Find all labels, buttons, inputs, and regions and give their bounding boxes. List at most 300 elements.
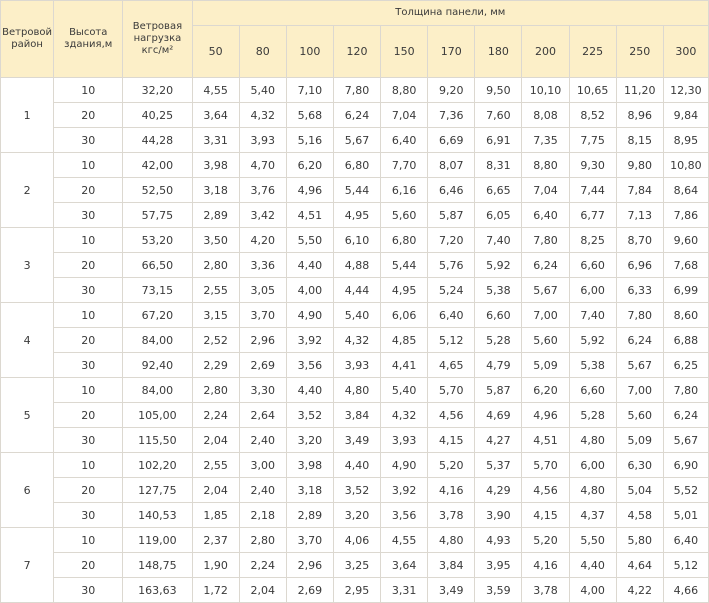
value-cell: 4,00	[569, 578, 616, 603]
load-cell: 53,20	[123, 228, 192, 253]
value-cell: 9,30	[569, 153, 616, 178]
value-cell: 6,05	[475, 203, 522, 228]
value-cell: 7,36	[428, 103, 475, 128]
value-cell: 3,31	[381, 578, 428, 603]
thickness-header-cell: 200	[522, 26, 569, 78]
value-cell: 1,90	[192, 553, 239, 578]
table-row	[1, 578, 709, 603]
value-cell: 4,95	[333, 203, 380, 228]
value-cell: 8,70	[616, 228, 663, 253]
table-row	[1, 128, 709, 153]
value-cell: 8,80	[522, 153, 569, 178]
value-cell: 5,70	[522, 453, 569, 478]
value-cell: 2,52	[192, 328, 239, 353]
load-cell: 84,00	[123, 378, 192, 403]
value-cell: 3,95	[475, 553, 522, 578]
value-cell: 4,00	[286, 278, 333, 303]
value-cell: 6,40	[522, 203, 569, 228]
value-cell: 2,24	[239, 553, 286, 578]
value-cell: 8,08	[522, 103, 569, 128]
value-cell: 6,40	[428, 303, 475, 328]
value-cell: 2,95	[333, 578, 380, 603]
value-cell: 5,12	[663, 553, 708, 578]
value-cell: 1,72	[192, 578, 239, 603]
value-cell: 7,40	[475, 228, 522, 253]
value-cell: 4,64	[616, 553, 663, 578]
value-cell: 2,24	[192, 403, 239, 428]
value-cell: 4,80	[569, 478, 616, 503]
value-cell: 5,40	[381, 378, 428, 403]
column-header-district: Ветровой район	[1, 1, 54, 78]
value-cell: 3,64	[192, 103, 239, 128]
value-cell: 4,32	[381, 403, 428, 428]
height-cell: 30	[54, 128, 123, 153]
value-cell: 4,93	[475, 528, 522, 553]
value-cell: 4,88	[333, 253, 380, 278]
table-row	[1, 353, 709, 378]
value-cell: 6,96	[616, 253, 663, 278]
value-cell: 12,30	[663, 78, 708, 103]
value-cell: 3,98	[286, 453, 333, 478]
value-cell: 2,04	[192, 478, 239, 503]
value-cell: 3,00	[239, 453, 286, 478]
value-cell: 5,70	[428, 378, 475, 403]
value-cell: 2,89	[192, 203, 239, 228]
value-cell: 4,22	[616, 578, 663, 603]
value-cell: 2,96	[239, 328, 286, 353]
table-header	[1, 1, 709, 78]
value-cell: 5,92	[475, 253, 522, 278]
value-cell: 10,65	[569, 78, 616, 103]
value-cell: 3,49	[333, 428, 380, 453]
value-cell: 6,77	[569, 203, 616, 228]
value-cell: 8,25	[569, 228, 616, 253]
load-cell: 119,00	[123, 528, 192, 553]
value-cell: 6,00	[569, 453, 616, 478]
value-cell: 4,55	[381, 528, 428, 553]
height-cell: 30	[54, 203, 123, 228]
value-cell: 6,60	[569, 253, 616, 278]
table-body	[1, 78, 709, 603]
value-cell: 6,60	[569, 378, 616, 403]
value-cell: 2,55	[192, 278, 239, 303]
thickness-header-cell: 80	[239, 26, 286, 78]
value-cell: 8,31	[475, 153, 522, 178]
value-cell: 7,10	[286, 78, 333, 103]
value-cell: 3,64	[381, 553, 428, 578]
value-cell: 4,96	[522, 403, 569, 428]
table-row	[1, 203, 709, 228]
value-cell: 8,52	[569, 103, 616, 128]
value-cell: 5,67	[663, 428, 708, 453]
value-cell: 5,24	[428, 278, 475, 303]
column-header-load: Ветровая нагрузка кгс/м²	[123, 1, 192, 78]
value-cell: 6,00	[569, 278, 616, 303]
value-cell: 4,58	[616, 503, 663, 528]
value-cell: 6,10	[333, 228, 380, 253]
value-cell: 11,20	[616, 78, 663, 103]
value-cell: 5,37	[475, 453, 522, 478]
value-cell: 4,56	[428, 403, 475, 428]
value-cell: 3,25	[333, 553, 380, 578]
value-cell: 3,36	[239, 253, 286, 278]
load-cell: 148,75	[123, 553, 192, 578]
value-cell: 6,33	[616, 278, 663, 303]
value-cell: 6,40	[663, 528, 708, 553]
table-row	[1, 303, 709, 328]
height-cell: 20	[54, 403, 123, 428]
value-cell: 3,59	[475, 578, 522, 603]
height-cell: 20	[54, 178, 123, 203]
value-cell: 3,20	[286, 428, 333, 453]
table-row	[1, 478, 709, 503]
value-cell: 5,16	[286, 128, 333, 153]
table-row	[1, 153, 709, 178]
value-cell: 4,66	[663, 578, 708, 603]
load-cell: 163,63	[123, 578, 192, 603]
value-cell: 3,20	[333, 503, 380, 528]
load-cell: 84,00	[123, 328, 192, 353]
value-cell: 5,60	[616, 403, 663, 428]
value-cell: 7,04	[522, 178, 569, 203]
value-cell: 7,84	[616, 178, 663, 203]
column-header-thickness: Толщина панели, мм	[192, 1, 708, 26]
value-cell: 7,75	[569, 128, 616, 153]
value-cell: 4,85	[381, 328, 428, 353]
value-cell: 4,06	[333, 528, 380, 553]
table-row	[1, 103, 709, 128]
value-cell: 5,50	[286, 228, 333, 253]
value-cell: 6,46	[428, 178, 475, 203]
value-cell: 3,31	[192, 128, 239, 153]
value-cell: 3,90	[475, 503, 522, 528]
value-cell: 3,05	[239, 278, 286, 303]
height-cell: 20	[54, 103, 123, 128]
height-cell: 20	[54, 253, 123, 278]
load-cell: 127,75	[123, 478, 192, 503]
value-cell: 4,40	[286, 378, 333, 403]
value-cell: 10,80	[663, 153, 708, 178]
value-cell: 8,64	[663, 178, 708, 203]
district-cell: 6	[1, 453, 54, 528]
value-cell: 6,16	[381, 178, 428, 203]
value-cell: 5,04	[616, 478, 663, 503]
value-cell: 5,20	[522, 528, 569, 553]
value-cell: 5,38	[475, 278, 522, 303]
value-cell: 4,16	[428, 478, 475, 503]
thickness-header-cell: 300	[663, 26, 708, 78]
value-cell: 4,37	[569, 503, 616, 528]
load-cell: 52,50	[123, 178, 192, 203]
value-cell: 4,55	[192, 78, 239, 103]
height-cell: 10	[54, 228, 123, 253]
height-cell: 20	[54, 553, 123, 578]
value-cell: 5,09	[616, 428, 663, 453]
value-cell: 4,16	[522, 553, 569, 578]
value-cell: 7,68	[663, 253, 708, 278]
value-cell: 2,40	[239, 428, 286, 453]
value-cell: 3,52	[333, 478, 380, 503]
value-cell: 3,56	[286, 353, 333, 378]
value-cell: 3,93	[239, 128, 286, 153]
load-cell: 102,20	[123, 453, 192, 478]
value-cell: 5,68	[286, 103, 333, 128]
value-cell: 6,90	[663, 453, 708, 478]
height-cell: 10	[54, 78, 123, 103]
value-cell: 7,80	[663, 378, 708, 403]
table-row	[1, 428, 709, 453]
value-cell: 2,89	[286, 503, 333, 528]
value-cell: 3,49	[428, 578, 475, 603]
value-cell: 5,44	[333, 178, 380, 203]
value-cell: 9,80	[616, 153, 663, 178]
value-cell: 4,41	[381, 353, 428, 378]
load-cell: 73,15	[123, 278, 192, 303]
value-cell: 4,79	[475, 353, 522, 378]
height-cell: 30	[54, 428, 123, 453]
value-cell: 3,30	[239, 378, 286, 403]
value-cell: 6,80	[333, 153, 380, 178]
value-cell: 9,50	[475, 78, 522, 103]
value-cell: 2,40	[239, 478, 286, 503]
value-cell: 4,32	[239, 103, 286, 128]
table-row	[1, 178, 709, 203]
value-cell: 4,65	[428, 353, 475, 378]
value-cell: 7,20	[428, 228, 475, 253]
value-cell: 5,09	[522, 353, 569, 378]
value-cell: 5,87	[475, 378, 522, 403]
thickness-header-cell: 50	[192, 26, 239, 78]
value-cell: 2,37	[192, 528, 239, 553]
value-cell: 2,80	[192, 378, 239, 403]
value-cell: 7,35	[522, 128, 569, 153]
height-cell: 30	[54, 503, 123, 528]
value-cell: 2,04	[239, 578, 286, 603]
value-cell: 6,65	[475, 178, 522, 203]
district-cell: 5	[1, 378, 54, 453]
value-cell: 3,93	[381, 428, 428, 453]
value-cell: 4,95	[381, 278, 428, 303]
value-cell: 9,60	[663, 228, 708, 253]
value-cell: 8,15	[616, 128, 663, 153]
district-cell: 3	[1, 228, 54, 303]
load-cell: 105,00	[123, 403, 192, 428]
thickness-header-cell: 170	[428, 26, 475, 78]
table-row	[1, 453, 709, 478]
district-cell: 1	[1, 78, 54, 153]
table-row	[1, 528, 709, 553]
height-cell: 30	[54, 278, 123, 303]
thickness-header-cell: 250	[616, 26, 663, 78]
value-cell: 6,24	[522, 253, 569, 278]
value-cell: 5,44	[381, 253, 428, 278]
value-cell: 7,80	[333, 78, 380, 103]
value-cell: 7,44	[569, 178, 616, 203]
value-cell: 4,70	[239, 153, 286, 178]
value-cell: 3,52	[286, 403, 333, 428]
value-cell: 3,42	[239, 203, 286, 228]
thickness-header-cell: 120	[333, 26, 380, 78]
value-cell: 3,92	[286, 328, 333, 353]
load-cell: 140,53	[123, 503, 192, 528]
load-cell: 115,50	[123, 428, 192, 453]
value-cell: 5,50	[569, 528, 616, 553]
value-cell: 8,07	[428, 153, 475, 178]
value-cell: 5,28	[569, 403, 616, 428]
value-cell: 3,56	[381, 503, 428, 528]
value-cell: 2,80	[239, 528, 286, 553]
value-cell: 3,93	[333, 353, 380, 378]
value-cell: 4,27	[475, 428, 522, 453]
value-cell: 4,90	[381, 453, 428, 478]
value-cell: 4,80	[569, 428, 616, 453]
value-cell: 6,60	[475, 303, 522, 328]
value-cell: 3,76	[239, 178, 286, 203]
district-cell: 2	[1, 153, 54, 228]
value-cell: 3,78	[522, 578, 569, 603]
value-cell: 4,32	[333, 328, 380, 353]
height-cell: 10	[54, 378, 123, 403]
value-cell: 4,80	[333, 378, 380, 403]
value-cell: 5,40	[239, 78, 286, 103]
value-cell: 7,80	[616, 303, 663, 328]
value-cell: 3,98	[192, 153, 239, 178]
value-cell: 4,29	[475, 478, 522, 503]
district-cell: 7	[1, 528, 54, 603]
value-cell: 3,78	[428, 503, 475, 528]
value-cell: 4,15	[522, 503, 569, 528]
value-cell: 4,69	[475, 403, 522, 428]
load-cell: 67,20	[123, 303, 192, 328]
value-cell: 2,04	[192, 428, 239, 453]
value-cell: 2,18	[239, 503, 286, 528]
value-cell: 5,52	[663, 478, 708, 503]
value-cell: 5,38	[569, 353, 616, 378]
value-cell: 2,96	[286, 553, 333, 578]
value-cell: 5,01	[663, 503, 708, 528]
value-cell: 5,28	[475, 328, 522, 353]
value-cell: 5,67	[333, 128, 380, 153]
value-cell: 4,20	[239, 228, 286, 253]
height-cell: 20	[54, 478, 123, 503]
value-cell: 8,96	[616, 103, 663, 128]
value-cell: 3,92	[381, 478, 428, 503]
value-cell: 4,15	[428, 428, 475, 453]
value-cell: 2,29	[192, 353, 239, 378]
height-cell: 20	[54, 328, 123, 353]
value-cell: 7,00	[616, 378, 663, 403]
value-cell: 7,86	[663, 203, 708, 228]
value-cell: 5,12	[428, 328, 475, 353]
value-cell: 6,24	[333, 103, 380, 128]
value-cell: 7,80	[522, 228, 569, 253]
value-cell: 5,92	[569, 328, 616, 353]
load-cell: 32,20	[123, 78, 192, 103]
value-cell: 6,80	[381, 228, 428, 253]
value-cell: 6,20	[286, 153, 333, 178]
value-cell: 5,67	[522, 278, 569, 303]
value-cell: 4,44	[333, 278, 380, 303]
thickness-header-cell: 225	[569, 26, 616, 78]
value-cell: 2,64	[239, 403, 286, 428]
value-cell: 7,60	[475, 103, 522, 128]
value-cell: 7,04	[381, 103, 428, 128]
table-row	[1, 328, 709, 353]
value-cell: 4,56	[522, 478, 569, 503]
load-cell: 40,25	[123, 103, 192, 128]
height-cell: 10	[54, 453, 123, 478]
value-cell: 2,55	[192, 453, 239, 478]
value-cell: 6,88	[663, 328, 708, 353]
value-cell: 9,84	[663, 103, 708, 128]
table-row	[1, 403, 709, 428]
value-cell: 2,69	[239, 353, 286, 378]
thickness-header-cell: 180	[475, 26, 522, 78]
value-cell: 4,40	[333, 453, 380, 478]
value-cell: 4,51	[522, 428, 569, 453]
value-cell: 3,15	[192, 303, 239, 328]
table-row	[1, 228, 709, 253]
value-cell: 5,60	[381, 203, 428, 228]
value-cell: 9,20	[428, 78, 475, 103]
height-cell: 30	[54, 578, 123, 603]
value-cell: 3,84	[333, 403, 380, 428]
value-cell: 6,24	[663, 403, 708, 428]
value-cell: 1,85	[192, 503, 239, 528]
value-cell: 5,60	[522, 328, 569, 353]
value-cell: 3,18	[192, 178, 239, 203]
value-cell: 5,67	[616, 353, 663, 378]
value-cell: 4,96	[286, 178, 333, 203]
value-cell: 7,00	[522, 303, 569, 328]
value-cell: 2,69	[286, 578, 333, 603]
value-cell: 3,18	[286, 478, 333, 503]
load-cell: 42,00	[123, 153, 192, 178]
value-cell: 5,40	[333, 303, 380, 328]
value-cell: 5,87	[428, 203, 475, 228]
value-cell: 6,69	[428, 128, 475, 153]
thickness-header-cell: 150	[381, 26, 428, 78]
value-cell: 4,80	[428, 528, 475, 553]
value-cell: 6,91	[475, 128, 522, 153]
value-cell: 6,40	[381, 128, 428, 153]
value-cell: 8,95	[663, 128, 708, 153]
column-header-height: Высота здания,м	[54, 1, 123, 78]
height-cell: 10	[54, 528, 123, 553]
load-cell: 44,28	[123, 128, 192, 153]
value-cell: 7,70	[381, 153, 428, 178]
value-cell: 4,40	[569, 553, 616, 578]
height-cell: 10	[54, 153, 123, 178]
value-cell: 4,90	[286, 303, 333, 328]
value-cell: 7,13	[616, 203, 663, 228]
value-cell: 5,80	[616, 528, 663, 553]
value-cell: 6,99	[663, 278, 708, 303]
value-cell: 3,70	[239, 303, 286, 328]
value-cell: 2,80	[192, 253, 239, 278]
load-cell: 66,50	[123, 253, 192, 278]
thickness-header-cell: 100	[286, 26, 333, 78]
value-cell: 6,30	[616, 453, 663, 478]
value-cell: 10,10	[522, 78, 569, 103]
value-cell: 6,25	[663, 353, 708, 378]
height-cell: 10	[54, 303, 123, 328]
value-cell: 4,51	[286, 203, 333, 228]
table-row	[1, 278, 709, 303]
value-cell: 6,20	[522, 378, 569, 403]
table-row	[1, 378, 709, 403]
value-cell: 3,84	[428, 553, 475, 578]
